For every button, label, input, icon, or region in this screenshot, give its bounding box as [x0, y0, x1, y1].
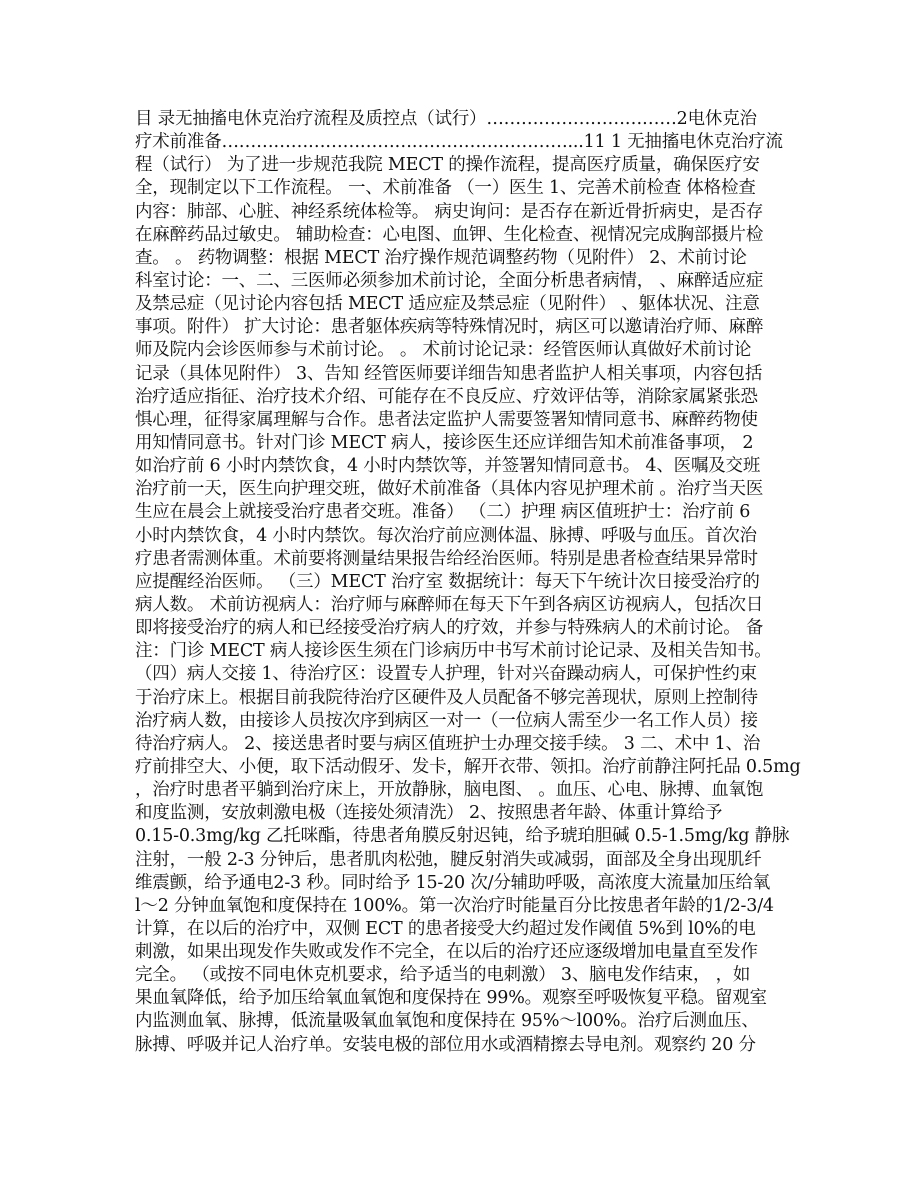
text-line: 脉搏、呼吸并记人治疗单。安装电极的部位用水或酒精擦去导电剂。观察约 20 分	[135, 1034, 756, 1055]
text-line: 治疗适应指征、治疗技术介绍、可能存在不良反应、疗效评估等，消除家属紧张恐	[135, 386, 758, 407]
text-line: 在麻醉药品过敏史。 辅助检查：心电图、血钾、生化检查、视情况完成胸部摄片检	[135, 224, 764, 245]
text-line: 查。 。 药物调整：根据 MECT 治疗操作规范调整药物（见附件） 2、术前讨论	[135, 247, 747, 268]
text-line: 如治疗前 6 小时内禁饮食，4 小时内禁饮等，并签署知情同意书。 4、医嘱及交班	[135, 456, 761, 477]
text-line: 小时内禁饮食，4 小时内禁饮。每次治疗前应测体温、脉搏、呼吸与血压。首次治	[135, 525, 757, 546]
text-line: 0.15-0.3mg/kg 乙托咪酯，待患者角膜反射迟钝，给予琥珀胆碱 0.5-1.5mg/kg 静脉	[135, 826, 790, 847]
text-line: 惧心理，征得家属理解与合作。患者法定监护人需要签署知情同意书、麻醉药物使	[135, 409, 758, 430]
text-line: 师及院内会诊医师参与术前讨论。 。 术前讨论记录：经管医师认真做好术前讨论	[135, 340, 752, 361]
text-line: 维震颤，给予通电2-3 秒。同时给予 15-20 次/分辅助呼吸，高浓度大流量加压给氧	[135, 872, 771, 893]
text-line: 科室讨论：一、二、三医师必须参加术前讨论，全面分析患者病情， 、麻醉适应症	[135, 270, 764, 291]
text-line: 及禁忌症（见讨论内容包括 MECT 适应症及禁忌症（见附件） 、躯体状况、注意	[135, 294, 760, 315]
text-line: 疗术前准备……………………………………………………...11 1 无抽搐电休克治疗流	[135, 132, 783, 153]
text-line: 治疗前一天，医生向护理交班，做好术前准备（具体内容见护理术前 。治疗当天医	[135, 479, 764, 500]
text-line: ，治疗时患者平躺到治疗床上，开放静脉，脑电图、 。血压、心电、脉搏、血氧饱	[135, 780, 764, 801]
text-line: 于治疗床上。根据目前我院待治疗区硬件及人员配备不够完善现状，原则上控制待	[135, 687, 758, 708]
text-line: 待治疗病人。 2、接送患者时要与病区值班护士办理交接手续。 3 二、术中 1、治	[135, 733, 761, 754]
text-line: 刺激，如果出现发作失败或发作不完全，在以后的治疗还应逐级增加电量直至发作	[135, 942, 758, 963]
text-line: 疗前排空大、小便，取下活动假牙、发卡，解开衣带、领扣。治疗前静注阿托品 0.5mg	[135, 756, 801, 777]
text-line: 疗患者需测体重。术前要将测量结果报告给经治医师。特别是患者检查结果异常时	[135, 548, 758, 569]
text-line: 计算，在以后的治疗中，双侧 ECT 的患者接受大约超过发作阈值 5%到 l0%的电	[135, 918, 756, 939]
text-line: 治疗病人数，由接诊人员按次序到病区一对一（一位病人需至少一名工作人员）接	[135, 710, 758, 731]
text-line: 目 录无抽搐电休克治疗流程及质控点（试行）……………………………2电休克治	[135, 109, 757, 129]
document-body	[135, 108, 801, 1057]
text-line: 记录（具体见附件） 3、告知 经管医师要详细告知患者监护人相关事项，内容包括	[135, 363, 763, 384]
text-line: 病人数。 术前访视病人：治疗师与麻醉师在每天下午到各病区访视病人，包括次日	[135, 594, 764, 615]
text-line: （四）病人交接 1、待治疗区：设置专人护理，针对兴奋躁动病人，可保护性约束	[135, 664, 757, 685]
text-line: 注：门诊 MECT 病人接诊医生须在门诊病历中书写术前讨论记录、及相关告知书。	[135, 641, 772, 662]
text-line: 内容：肺部、心脏、神经系统体检等。 病史询问：是否存在新近骨折病史，是否存	[135, 201, 764, 222]
text-line: 应提醒经治医师。 （三）MECT 治疗室 数据统计：每天下午统计次日接受治疗的	[135, 571, 760, 592]
text-line: 即将接受治疗的病人和已经接受治疗病人的疗效，并参与特殊病人的术前讨论。 备	[135, 618, 764, 639]
text-line: 生应在晨会上就接受治疗患者交班。准备） （二）护理 病区值班护士：治疗前 6	[135, 502, 751, 523]
text-line: 和度监测，安放刺激电极（连接处须清洗） 2、按照患者年龄、体重计算给予	[135, 803, 723, 824]
text-line: 事项。附件） 扩大讨论：患者躯体疾病等特殊情况时，病区可以邀请治疗师、麻醉	[135, 317, 764, 338]
text-line: l～2 分钟血氧饱和度保持在 100%。第一次治疗时能量百分比按患者年龄的1/2-3/4	[135, 895, 774, 916]
text-line: 内监测血氧、脉搏，低流量吸氧血氧饱和度保持在 95%～l00%。治疗后测血压、	[135, 1011, 759, 1032]
text-line: 用知情同意书。针对门诊 MECT 病人，接诊医生还应详细告知术前准备事项， 2	[135, 432, 754, 453]
text-line: 全，现制定以下工作流程。 一、术前准备 （一）医生 1、完善术前检查 体格检查	[135, 178, 756, 199]
text-line: 注射，一般 2-3 分钟后，患者肌肉松弛，腱反射消失或减弱，面部及全身出现肌纤	[135, 849, 762, 870]
text-line: 完全。 （或按不同电休克机要求，给予适当的电刺激） 3、脑电发作结束， ，如	[135, 965, 751, 986]
text-line: 果血氧降低，给予加压给氧血氧饱和度保持在 99%。观察至呼吸恢复平稳。留观室	[135, 988, 767, 1009]
text-line: 程（试行） 为了进一步规范我院 MECT 的操作流程，提高医疗质量，确保医疗安	[135, 155, 760, 176]
